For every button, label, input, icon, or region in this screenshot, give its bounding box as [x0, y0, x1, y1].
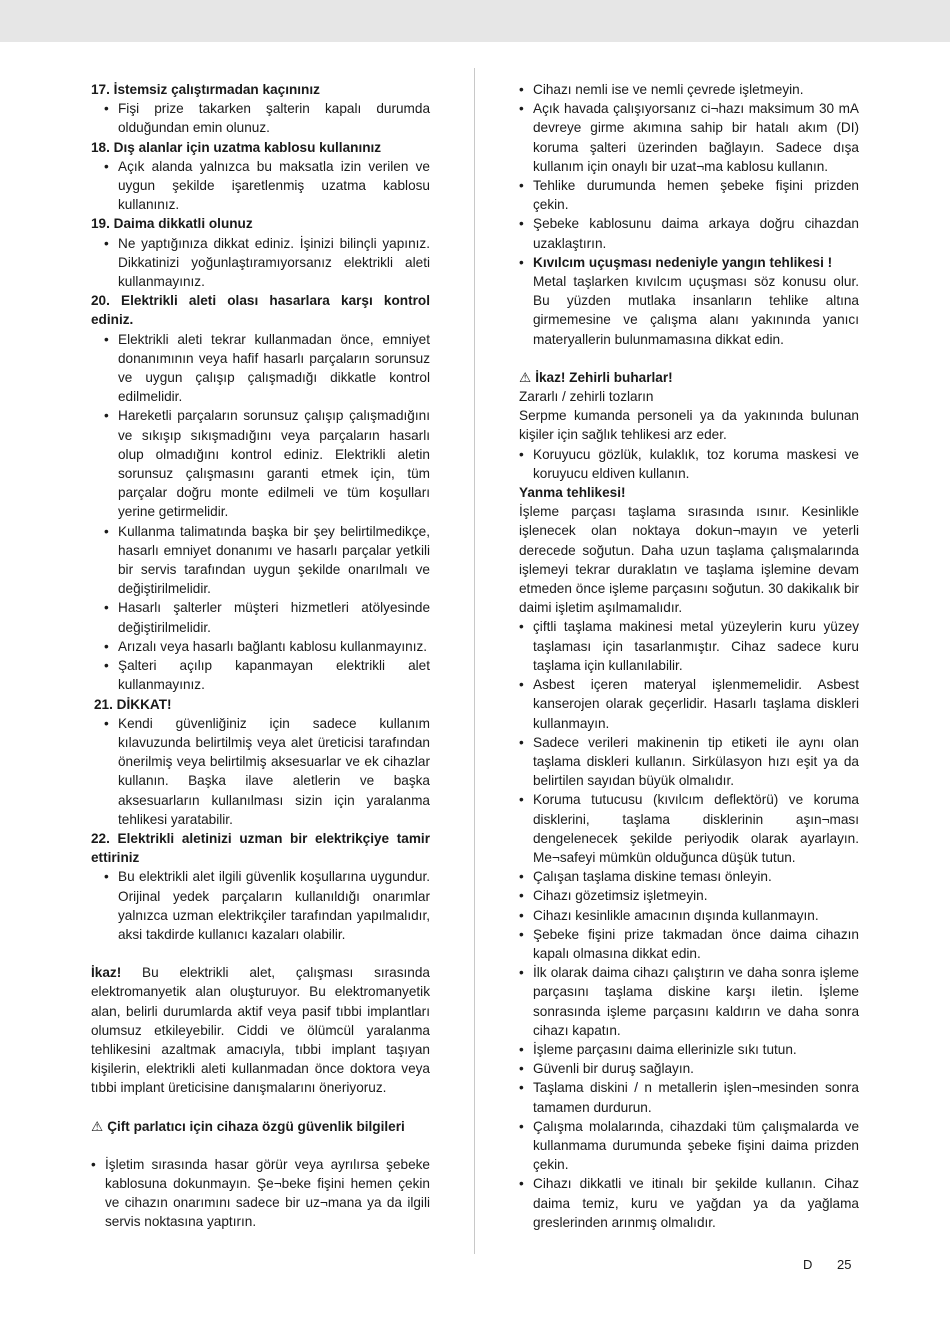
list-item: • çiftli taşlama makinesi metal yüzeylerin kuru yüzey taşlaması için tasarlanmıştır. Cihaz sadece kuru taşlama için kullanılabilir. — [519, 619, 859, 673]
warning-triangle-icon: ⚠ — [91, 1118, 104, 1134]
burn-hazard-text: İşleme parçası taşlama sırasında ısınır. Kesinlikle işlenecek olan noktaya dokun¬mayın ve yeterli derecede soğutun. Daha uzun taşlama çalışmalarında işlemeyi tekrar duraklatın ve taşlama işlemine devam etmeden önce işleme parçasını soğutun. 30 dakikalık bir daimi işletim aşılmamalıdır. — [519, 504, 859, 616]
list-item: • Şebeke fişini prize takmadan önce daima cihazın kapalı olmasına dikkat edin. — [519, 926, 859, 961]
list-item: • Bu elektrikli alet ilgili güvenlik koşullarına uygundur. Orijinal yedek parçaların kullanıldığı onarımlar yalnızca uzman elektrikçiler tarafından yapılmalıdır, aksi takdirde kullanıcı kazaları olabilir. — [104, 869, 430, 942]
list-item: • Tehlike durumunda hemen şebeke fişini prizden çekin. — [519, 178, 859, 213]
list-item: • Çalışma molalarında, cihazdaki tüm çalışmalarda ve kullanmama durumunda şebeke fişini daima prizden çekin. — [519, 1118, 859, 1173]
list-item: • Cihazı kesinlikle amacının dışında kullanmayın. — [519, 907, 819, 923]
toxic-fumes-line2: Serpme kumanda personeli ya da yakınında bulunan kişiler için sağlık tehlikesi arz eder. — [519, 408, 859, 443]
warning-triangle-icon: ⚠ — [519, 369, 532, 385]
section-22-heading: 22. Elektrikli aletinizi uzman bir elektrikçiye tamir ettiriniz — [91, 830, 430, 866]
list-item: • Cihazı nemli ise ve nemli çevrede işletmeyin. — [519, 82, 804, 97]
list-item: • Hasarlı şalterler müşteri hizmetleri atölyesinde değiştirilmelidir. — [104, 600, 430, 635]
list-item: • İşleme parçasını daima ellerinizle sıkı tutun. — [519, 1041, 797, 1057]
page-number: 25 — [837, 1257, 852, 1272]
list-item: • Sadece verileri makinenin tip etiketi ile aynı olan taşlama diskleri kullanın. Sirkülasyon hızı eşit ya da belirtilen sayıdan büyük olmalıdır. — [519, 734, 859, 789]
list-item: • İlk olarak daima cihazı çalıştırın ve daha sonra işleme parçasını taşlama diskine karşı iletin. İşleme sonrasında işleme parçasını kaldırın ve daha sonra cihazı kapatın. — [519, 965, 859, 1038]
emf-warning-paragraph: İkaz! Bu elektrikli alet, çalışması sırasında elektromanyetik alan oluşturuyor. Bu elektromanyetik alan, belirli durumlarda aktif veya pasif tıbbi implantları olumsuz etkileyebilir. Ciddi ve ölümcül yaralanma tehlikesini azaltmak amacıyla, tıbbi implant taşıyan kişilerin, elektrikli aleti kullanmadan önce doktora veya tıbbi implant üreticisine danışmalarını öneriyoruz. — [91, 965, 430, 1096]
list-item: • Güvenli bir duruş sağlayın. — [519, 1061, 694, 1077]
list-item: • Kullanma talimatında başka bir şey belirtilmedikçe, hasarlı emniyet donanımı ve hasarlı parçalar yetkili bir servis tarafından uygun şekilde onarılmalı ve değiştirilmelidir. — [104, 523, 430, 597]
list-item: • Arızalı veya hasarlı bağlantı kablosu kullanmayınız. — [104, 638, 428, 654]
list-item: • Şebeke kablosunu daima arkaya doğru cihazdan uzaklaştırın. — [519, 216, 859, 251]
list-item: • Ne yaptığınıza dikkat ediniz. İşinizi bilinçli yapınız. Dikkatinizi yoğunlaştıramıyorsanız elektrikli aleti kullanmayınız. — [104, 235, 430, 290]
list-item: • Koruma tutucusu (kıvılcım deflektörü) ve koruma disklerini, taşlama disklerinin aşın¬ması dengelenecek şekilde periyodik olarak ayarlayın. Me¬safeyi mümkün olduğunca düşük tutun. — [519, 792, 859, 865]
list-item: • Açık alanda yalnızca bu maksatla izin verilen ve uygun şekilde işaretlenmiş uzatma kablosu kullanınız. — [104, 158, 430, 213]
fire-hazard-text: Metal taşlarken kıvılcım uçuşması söz konusu olur. Bu yüzden mutlaka insanların tehlike altına girmemesine ve çalışma alanı yakınında yanıcı materyallerin bulunmamasına dikkat edin. — [533, 274, 859, 347]
toxic-fumes-heading: ⚠ İkaz! Zehirli buharlar! — [519, 368, 859, 387]
section-18-heading: 18. Dış alanlar için uzatma kablosu kullanınız — [91, 139, 382, 155]
list-item: • Çalışan taşlama diskine teması önleyin. — [519, 869, 772, 885]
list-item: • Taşlama diskini / n metallerin işlen¬mesinden sonra tamamen durdurun. — [519, 1080, 859, 1115]
list-item: • Cihazı gözetimsiz işletmeyin. — [519, 888, 708, 904]
list-item: • Hareketli parçaların sorunsuz çalışıp çalışmadığını ve sıkışıp sıkışmadığını veya parçaların hasarlı olup olmadığını kontrol ediniz. Elektrikli aletin sorunsuz çalışmasını garanti etmek için, tüm parçalar doğru monte edilmeli ve tüm koşulları yerine getirmelidir. — [104, 408, 430, 520]
ikaz-label: İkaz! — [91, 965, 122, 981]
list-item: • Açık havada çalışıyorsanız ci¬hazı maksimum 30 mA devreye girme akımına sahip bir hatalı akım (DI) koruma şalteri üzerinden bağlayın. Sadece dışa kullanım için onaylı bir uzat¬ma kablosu kullanın. — [519, 101, 859, 174]
list-item: • Kendi güvenliğiniz için sadece kullanım kılavuzunda belirtilmiş veya alet üreticisi tarafından önerilmiş veya belirtilmiş aksesuarlar ve ek cihazlar kullanın. Başka ilave aletlerin ve başka aksesuarların kullanılması sizin için yaralanma tehlikesi yaratabilir. — [104, 715, 430, 827]
special-safety-heading: ⚠ Çift parlatıcı için cihaza özgü güvenlik bilgileri — [91, 1117, 430, 1136]
right-column — [519, 80, 859, 1232]
burn-hazard-heading: Yanma tehlikesi! — [519, 485, 626, 501]
toxic-fumes-line1: Zararlı / zehirli tozların — [519, 389, 654, 405]
list-item: • İşletim sırasında hasar görür veya ayrılırsa şebeke kablosuna dokunmayın. Şe¬beke fişini hemen çekin ve cihazın onarımını sadece bir uz¬mana ya da ilgili servis noktasına yaptırın. — [91, 1156, 430, 1230]
column-divider — [474, 68, 475, 1254]
section-20-heading: 20. Elektrikli aleti olası hasarlara karşı kontrol ediniz. — [91, 293, 430, 328]
list-item: • Kıvılcım uçuşması nedeniyle yangın tehlikesi ! — [519, 254, 833, 270]
list-item: • Koruyucu gözlük, kulaklık, toz koruma maskesi ve koruyucu eldiven kullanın. — [519, 446, 859, 481]
list-item: • Asbest içeren materyal işlenmemelidir. Asbest kanserojen olarak geçerlidir. Hasarlı taşlama diskleri kullanmayın. — [519, 677, 859, 731]
list-item: • Fişi prize takarken şalterin kapalı durumda olduğundan emin olunuz. — [104, 101, 430, 136]
list-item: • Şalteri açılıp kapanmayan elektrikli alet kullanmayınız. — [104, 658, 430, 693]
list-item: • Elektrikli aleti tekrar kullanmadan önce, emniyet donanımının veya hafif hasarlı parçaların sorunsuz ve uygun çalışıp çalışmadığı dikkatle kontrol edilmelidir. — [104, 331, 430, 405]
top-bar — [0, 0, 950, 42]
list-item: • Cihazı dikkatli ve itinalı bir şekilde kullanın. Cihaz daima temiz, kuru ve yağdan ya da yağlama greslerinden arınmış olmalıdır. — [519, 1176, 859, 1230]
left-column — [91, 80, 430, 1232]
section-21-heading: 21. DİKKAT! — [94, 696, 172, 712]
section-17-heading: 17. İstemsiz çalıştırmadan kaçınınız — [91, 82, 320, 97]
footer-language-letter: D — [803, 1257, 813, 1272]
fire-hazard-heading: Kıvılcım uçuşması nedeniyle yangın tehlikesi ! — [533, 254, 833, 270]
section-19-heading: 19. Daima dikkatli olunuz — [91, 216, 253, 232]
